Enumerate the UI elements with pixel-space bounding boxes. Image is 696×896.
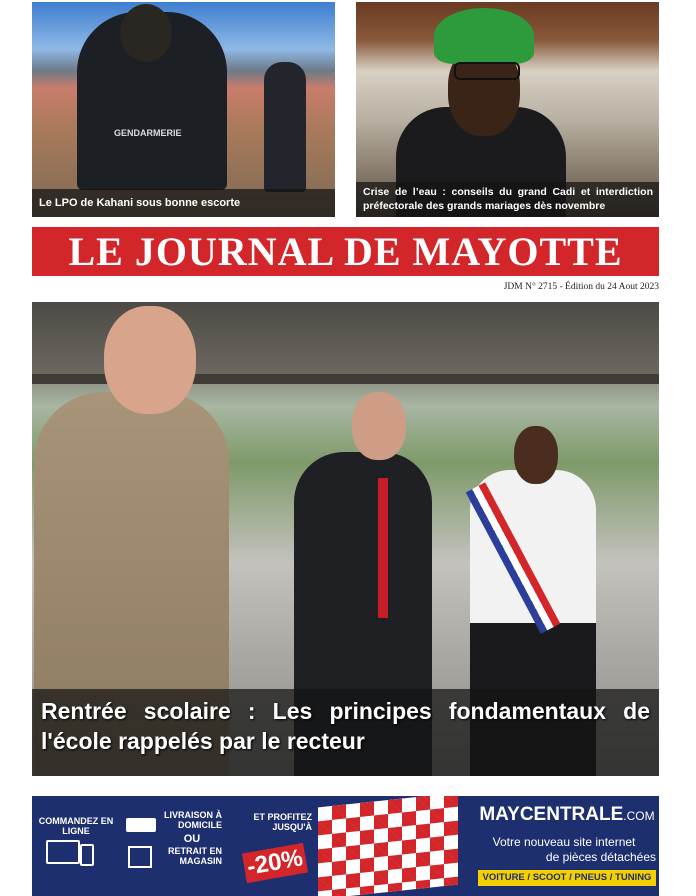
pickup-label: RETRAIT EN MAGASIN [168,846,222,866]
tagline-line-2: de pièces détachées [545,850,656,864]
brand-name [478,804,656,826]
devices-icon [46,840,80,864]
tagline-line-1: Votre nouveau site internet [492,835,636,849]
delivery-truck-icon [126,818,156,832]
promo-label: ET PROFITEZ JUSQU'À [253,812,312,832]
main-headline[interactable]: Rentrée scolaire : Les principes fondamentaux de l'école rappelés par le recteur [32,689,659,776]
masthead-title: LE JOURNAL DE MAYOTTE [32,227,659,276]
gendarme-head [120,4,172,62]
store-icon [128,846,152,868]
discount-badge: -20% [242,843,308,883]
story-photo-kahani[interactable] [32,2,335,217]
brand-tld: .COM [623,809,655,823]
delivery-label: LIVRAISON À DOMICILE [163,810,222,830]
phone-icon [80,844,94,866]
story-caption[interactable]: Crise de l’eau : conseils du grand Cadi et interdiction préfectorale des grands mariages dès novembre [356,182,659,217]
checkered-flag [318,796,458,896]
edition-info: JDM N° 2715 - Édition du 24 Aout 2023 [503,282,659,292]
recteur-head [104,306,196,414]
or-label: OU [183,833,201,845]
brand-name-text: MAYCENTRALE [479,804,624,825]
story-photo-water-crisis[interactable] [356,2,659,217]
mayor-head [514,426,558,484]
maycentrale-ad[interactable] [32,796,659,896]
story-caption[interactable]: Le LPO de Kahani sous bonne escorte [32,189,335,217]
red-tie [378,478,388,618]
man-dark-suit-head [352,392,406,460]
categories-bar: VOITURE / SCOOT / PNEUS / TUNING [478,870,656,886]
main-story-photo[interactable] [32,302,659,776]
glasses [454,62,520,80]
green-hat [434,8,534,64]
order-online-label: COMMANDEZ EN LIGNE [38,816,114,836]
second-gendarme-figure [264,62,306,192]
vest-label: GENDARMERIE [114,128,182,138]
